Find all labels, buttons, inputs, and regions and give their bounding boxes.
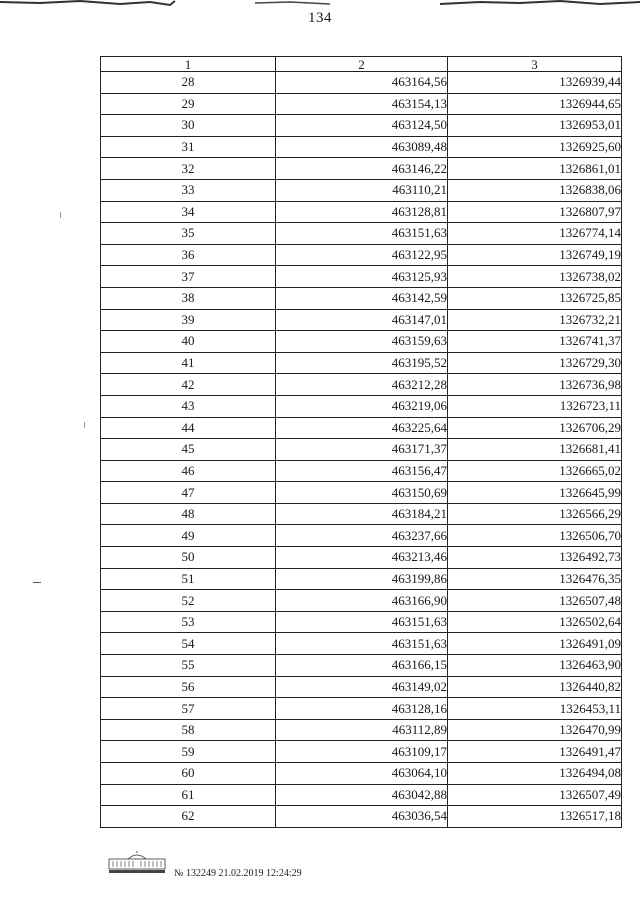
table-row — [101, 806, 622, 828]
y-coordinate-cell: 1326944,65 — [448, 93, 622, 115]
x-coordinate-cell: 463042,88 — [276, 784, 448, 806]
y-coordinate-cell: 1326939,44 — [448, 72, 622, 94]
y-coordinate-cell: 1326741,37 — [448, 331, 622, 353]
point-number-cell: 37 — [101, 266, 276, 288]
x-coordinate-cell: 463151,63 — [276, 633, 448, 655]
table-row — [101, 719, 622, 741]
table-row — [101, 158, 622, 180]
x-coordinate-cell: 463089,48 — [276, 136, 448, 158]
table-row — [101, 287, 622, 309]
table-row — [101, 439, 622, 461]
margin-tick — [60, 212, 61, 218]
point-number-cell: 45 — [101, 439, 276, 461]
y-coordinate-cell: 1326732,21 — [448, 309, 622, 331]
x-coordinate-cell: 463184,21 — [276, 503, 448, 525]
x-coordinate-cell: 463125,93 — [276, 266, 448, 288]
x-coordinate-cell: 463122,95 — [276, 244, 448, 266]
point-number-cell: 62 — [101, 806, 276, 828]
point-number-cell: 46 — [101, 460, 276, 482]
point-number-cell: 49 — [101, 525, 276, 547]
table-row — [101, 633, 622, 655]
point-number-cell: 54 — [101, 633, 276, 655]
table-row — [101, 547, 622, 569]
x-coordinate-cell: 463142,59 — [276, 287, 448, 309]
x-coordinate-cell: 463124,50 — [276, 115, 448, 137]
table-row — [101, 331, 622, 353]
point-number-cell: 52 — [101, 590, 276, 612]
x-coordinate-cell: 463166,90 — [276, 590, 448, 612]
point-number-cell: 43 — [101, 395, 276, 417]
x-coordinate-cell: 463150,69 — [276, 482, 448, 504]
y-coordinate-cell: 1326774,14 — [448, 223, 622, 245]
point-number-cell: 44 — [101, 417, 276, 439]
y-coordinate-cell: 1326665,02 — [448, 460, 622, 482]
x-coordinate-cell: 463166,15 — [276, 655, 448, 677]
point-number-cell: 36 — [101, 244, 276, 266]
x-coordinate-cell: 463151,63 — [276, 611, 448, 633]
table-row — [101, 395, 622, 417]
column-header-number: 1 — [101, 57, 276, 72]
x-coordinate-cell: 463225,64 — [276, 417, 448, 439]
column-header-x: 2 — [276, 57, 448, 72]
coordinates-table — [100, 56, 622, 828]
point-number-cell: 41 — [101, 352, 276, 374]
table-row — [101, 568, 622, 590]
x-coordinate-cell: 463064,10 — [276, 763, 448, 785]
y-coordinate-cell: 1326706,29 — [448, 417, 622, 439]
y-coordinate-cell: 1326861,01 — [448, 158, 622, 180]
y-coordinate-cell: 1326723,11 — [448, 395, 622, 417]
y-coordinate-cell: 1326838,06 — [448, 179, 622, 201]
point-number-cell: 47 — [101, 482, 276, 504]
point-number-cell: 30 — [101, 115, 276, 137]
x-coordinate-cell: 463213,46 — [276, 547, 448, 569]
table-header-row — [101, 57, 622, 72]
point-number-cell: 40 — [101, 331, 276, 353]
x-coordinate-cell: 463195,52 — [276, 352, 448, 374]
y-coordinate-cell: 1326725,85 — [448, 287, 622, 309]
y-coordinate-cell: 1326681,41 — [448, 439, 622, 461]
point-number-cell: 58 — [101, 719, 276, 741]
y-coordinate-cell: 1326494,08 — [448, 763, 622, 785]
table-row — [101, 763, 622, 785]
x-coordinate-cell: 463212,28 — [276, 374, 448, 396]
point-number-cell: 39 — [101, 309, 276, 331]
column-header-y: 3 — [448, 57, 622, 72]
y-coordinate-cell: 1326749,19 — [448, 244, 622, 266]
point-number-cell: 34 — [101, 201, 276, 223]
y-coordinate-cell: 1326463,90 — [448, 655, 622, 677]
table-row — [101, 590, 622, 612]
x-coordinate-cell: 463128,16 — [276, 698, 448, 720]
table-row — [101, 525, 622, 547]
table-row — [101, 784, 622, 806]
y-coordinate-cell: 1326566,29 — [448, 503, 622, 525]
point-number-cell: 38 — [101, 287, 276, 309]
margin-tick — [33, 582, 41, 583]
table-row — [101, 482, 622, 504]
y-coordinate-cell: 1326729,30 — [448, 352, 622, 374]
y-coordinate-cell: 1326453,11 — [448, 698, 622, 720]
table-row — [101, 223, 622, 245]
x-coordinate-cell: 463147,01 — [276, 309, 448, 331]
table-row — [101, 201, 622, 223]
point-number-cell: 51 — [101, 568, 276, 590]
y-coordinate-cell: 1326517,18 — [448, 806, 622, 828]
margin-tick — [84, 422, 85, 428]
x-coordinate-cell: 463154,13 — [276, 93, 448, 115]
point-number-cell: 57 — [101, 698, 276, 720]
point-number-cell: 42 — [101, 374, 276, 396]
point-number-cell: 33 — [101, 179, 276, 201]
registration-stamp-text: № 132249 21.02.2019 12:24:29 — [174, 868, 302, 879]
point-number-cell: 28 — [101, 72, 276, 94]
x-coordinate-cell: 463159,63 — [276, 331, 448, 353]
point-number-cell: 50 — [101, 547, 276, 569]
table-row — [101, 374, 622, 396]
x-coordinate-cell: 463149,02 — [276, 676, 448, 698]
y-coordinate-cell: 1326470,99 — [448, 719, 622, 741]
table-row — [101, 460, 622, 482]
table-row — [101, 503, 622, 525]
table-body — [101, 72, 622, 828]
y-coordinate-cell: 1326440,82 — [448, 676, 622, 698]
table-row — [101, 136, 622, 158]
table-row — [101, 72, 622, 94]
table-row — [101, 352, 622, 374]
page-number: 134 — [308, 10, 332, 26]
table-row — [101, 417, 622, 439]
table-row — [101, 309, 622, 331]
point-number-cell: 53 — [101, 611, 276, 633]
point-number-cell: 56 — [101, 676, 276, 698]
y-coordinate-cell: 1326491,47 — [448, 741, 622, 763]
point-number-cell: 61 — [101, 784, 276, 806]
point-number-cell: 59 — [101, 741, 276, 763]
table-row — [101, 676, 622, 698]
x-coordinate-cell: 463164,56 — [276, 72, 448, 94]
x-coordinate-cell: 463156,47 — [276, 460, 448, 482]
x-coordinate-cell: 463036,54 — [276, 806, 448, 828]
table-row — [101, 698, 622, 720]
y-coordinate-cell: 1326953,01 — [448, 115, 622, 137]
x-coordinate-cell: 463110,21 — [276, 179, 448, 201]
point-number-cell: 60 — [101, 763, 276, 785]
y-coordinate-cell: 1326492,73 — [448, 547, 622, 569]
x-coordinate-cell: 463146,22 — [276, 158, 448, 180]
table-row — [101, 741, 622, 763]
x-coordinate-cell: 463171,37 — [276, 439, 448, 461]
y-coordinate-cell: 1326507,48 — [448, 590, 622, 612]
y-coordinate-cell: 1326491,09 — [448, 633, 622, 655]
x-coordinate-cell: 463128,81 — [276, 201, 448, 223]
x-coordinate-cell: 463199,86 — [276, 568, 448, 590]
x-coordinate-cell: 463109,17 — [276, 741, 448, 763]
table-row — [101, 655, 622, 677]
table-row — [101, 115, 622, 137]
building-stamp-icon — [108, 850, 166, 874]
point-number-cell: 29 — [101, 93, 276, 115]
y-coordinate-cell: 1326645,99 — [448, 482, 622, 504]
y-coordinate-cell: 1326925,60 — [448, 136, 622, 158]
y-coordinate-cell: 1326476,35 — [448, 568, 622, 590]
point-number-cell: 31 — [101, 136, 276, 158]
table-row — [101, 611, 622, 633]
table-row — [101, 266, 622, 288]
x-coordinate-cell: 463112,89 — [276, 719, 448, 741]
y-coordinate-cell: 1326506,70 — [448, 525, 622, 547]
y-coordinate-cell: 1326807,97 — [448, 201, 622, 223]
table-row — [101, 93, 622, 115]
table-row — [101, 179, 622, 201]
y-coordinate-cell: 1326502,64 — [448, 611, 622, 633]
table-row — [101, 244, 622, 266]
x-coordinate-cell: 463237,66 — [276, 525, 448, 547]
point-number-cell: 35 — [101, 223, 276, 245]
y-coordinate-cell: 1326736,98 — [448, 374, 622, 396]
point-number-cell: 32 — [101, 158, 276, 180]
x-coordinate-cell: 463151,63 — [276, 223, 448, 245]
y-coordinate-cell: 1326738,02 — [448, 266, 622, 288]
point-number-cell: 48 — [101, 503, 276, 525]
x-coordinate-cell: 463219,06 — [276, 395, 448, 417]
y-coordinate-cell: 1326507,49 — [448, 784, 622, 806]
point-number-cell: 55 — [101, 655, 276, 677]
